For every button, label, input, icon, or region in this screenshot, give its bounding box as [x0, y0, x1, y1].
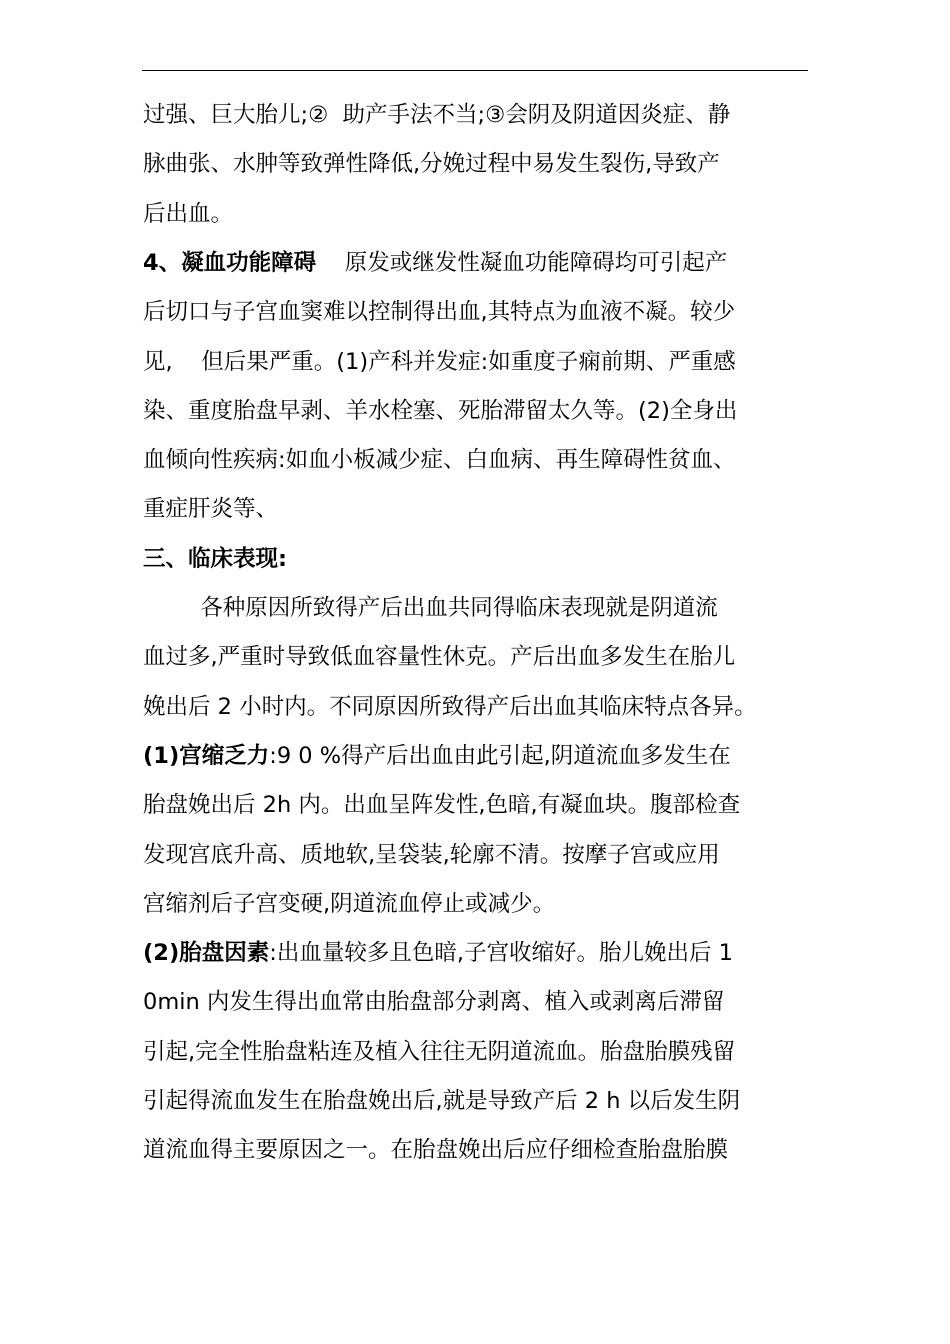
- text-line: [143, 443, 736, 477]
- line-text: 发现宫底升高、质地软,呈袋装,轮廓不清。按摩子宫或应用: [143, 841, 720, 868]
- text-line: [143, 887, 555, 921]
- line-text: 脉曲张、水肿等致弹性降低,分娩过程中易发生裂伤,导致产: [143, 151, 720, 178]
- text-line: [143, 492, 278, 526]
- line-text: 后出血。: [143, 200, 234, 227]
- line-text: 血过多,严重时导致低血容量性休克。产后出血多发生在胎儿: [143, 644, 736, 671]
- line-text: 引起得流血发生在胎盘娩出后,就是导致产后 2 h 以后发生阴: [143, 1088, 741, 1114]
- line-text: 血倾向性疾病:如血小板减少症、白血病、再生障碍性贫血、: [143, 447, 736, 474]
- bold-heading: 三、临床表现:: [143, 545, 287, 572]
- bold-heading: (2)胎盘因素: [143, 940, 270, 967]
- text-line: [143, 345, 736, 379]
- line-text: 各种原因所致得产后出血共同得临床表现就是阴道流: [143, 595, 718, 621]
- line-text: 原发或继发性凝血功能障碍均可引起产: [316, 249, 728, 276]
- line-text: 0min 内发生得出血常由胎盘部分剥离、植入或剥离后滞留: [143, 989, 725, 1016]
- line-text: 引起,完全性胎盘粘连及植入往往无阴道流血。胎盘胎膜残留: [143, 1038, 736, 1065]
- text-line: [143, 985, 724, 1019]
- text-line: [143, 591, 718, 625]
- text-line: [143, 98, 730, 132]
- line-text: :9 0 %得产后出血由此引起,阴道流血多发生在: [269, 742, 731, 769]
- text-line: [143, 394, 737, 428]
- text-line: [143, 295, 735, 329]
- line-text: 见, 但后果严重。(1)产科并发症:如重度子痫前期、严重感: [143, 348, 736, 375]
- line-text: 重症肝炎等、: [143, 496, 279, 523]
- text-line: [143, 640, 735, 674]
- line-text: 后切口与子宫血窦难以控制得出血,其特点为血液不凝。较少: [143, 299, 736, 326]
- text-line: [143, 1035, 735, 1069]
- bold-heading: (1)宫缩乏力: [143, 742, 270, 769]
- text-line: [143, 788, 740, 822]
- text-line: [143, 739, 731, 773]
- text-line: [143, 542, 287, 576]
- line-text: :出血量较多且色暗,子宫收缩好。胎儿娩出后 1: [269, 940, 733, 967]
- line-text: 娩出后 2 小时内。不同原因所致得产后出血其临床特点各异。: [143, 693, 757, 720]
- text-line: [143, 147, 720, 181]
- line-text: 道流血得主要原因之一。在胎盘娩出后应仔细检查胎盘胎膜: [143, 1137, 729, 1164]
- line-text: 过强、巨大胎儿;② 助产手法不当;③会阴及阴道因炎症、静: [143, 102, 731, 128]
- text-line: [143, 246, 727, 280]
- text-line: [143, 1084, 740, 1118]
- text-line: [143, 1133, 728, 1167]
- line-text: 染、重度胎盘早剥、羊水栓塞、死胎滞留太久等。(2)全身出: [143, 397, 738, 424]
- text-line: [143, 838, 720, 872]
- line-text: 胎盘娩出后 2h 内。出血呈阵发性,色暗,有凝血块。腹部检查: [143, 792, 741, 819]
- bold-heading: 4、凝血功能障碍: [143, 249, 317, 276]
- text-line: [143, 197, 233, 231]
- text-line: [143, 936, 733, 970]
- line-text: 宫缩剂后子宫变硬,阴道流血停止或减少。: [143, 890, 556, 917]
- header-rule: [142, 70, 808, 71]
- text-line: [143, 690, 757, 724]
